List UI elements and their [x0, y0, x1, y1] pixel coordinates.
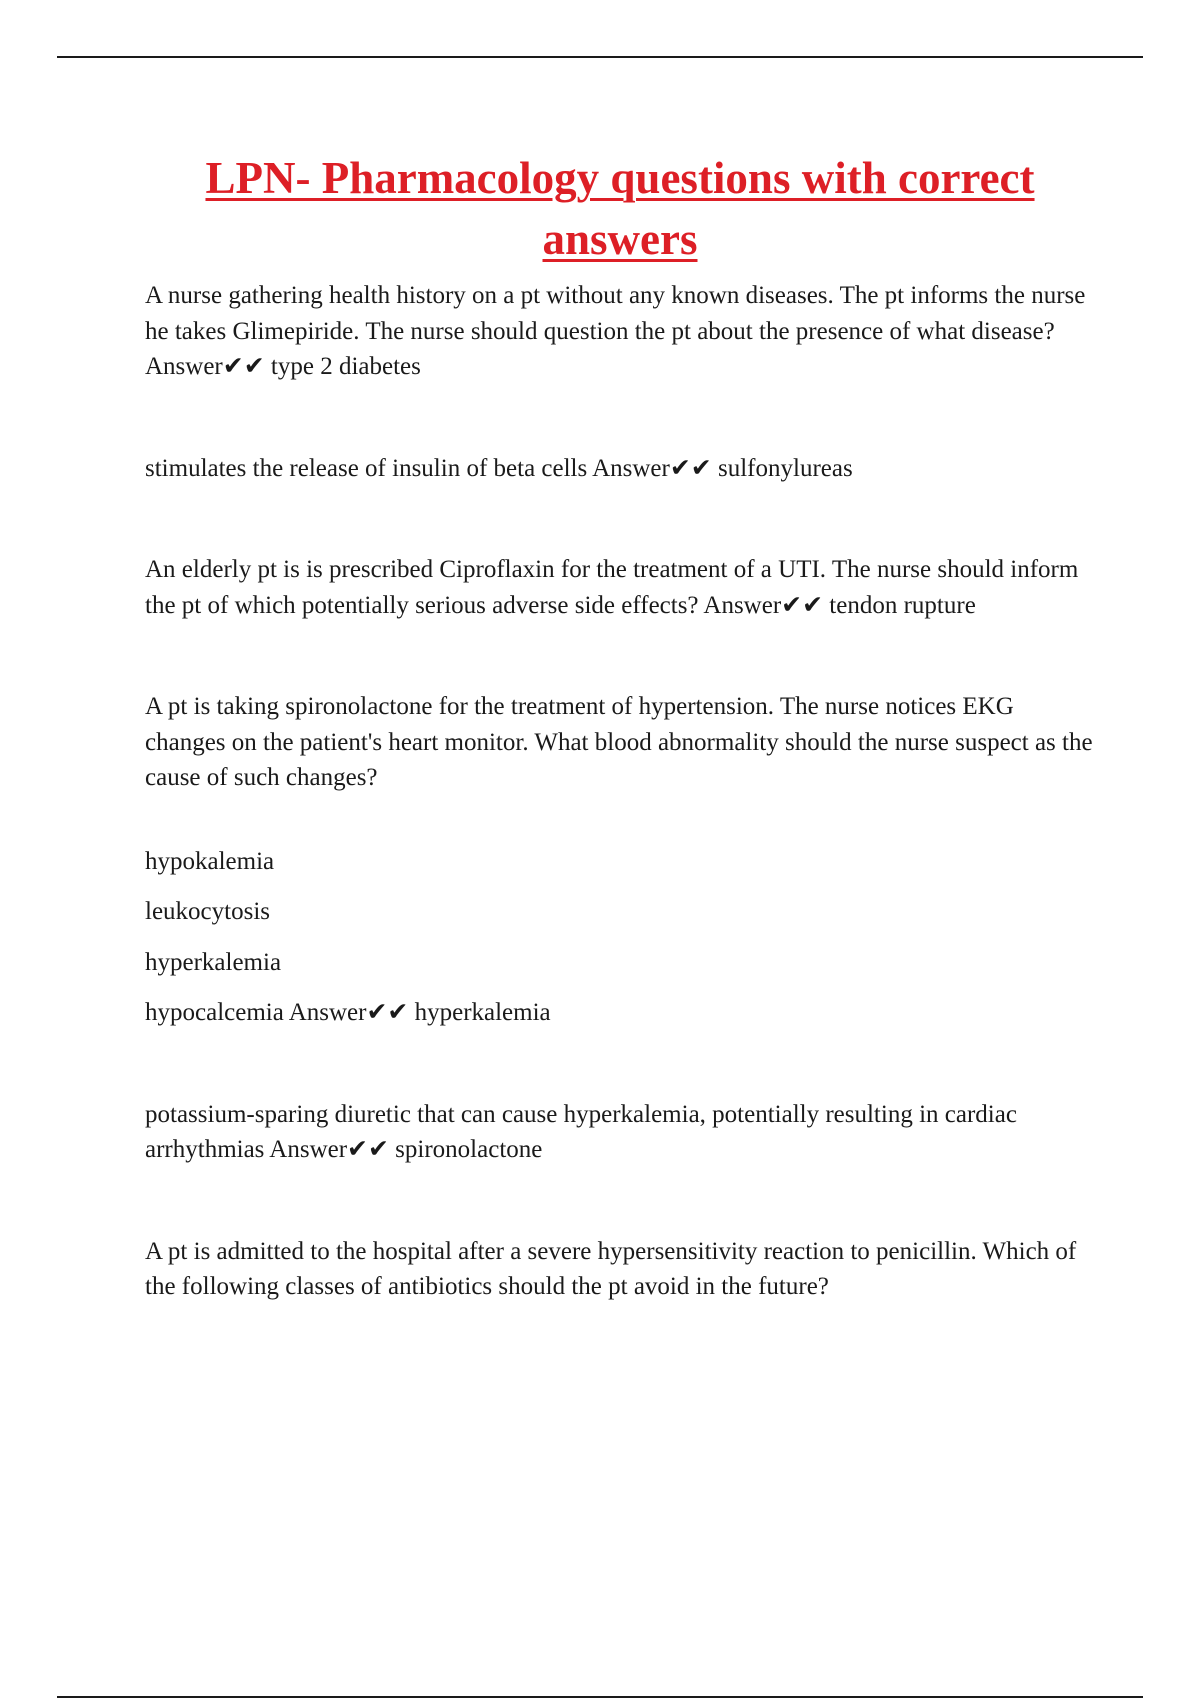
option-item: hyperkalemia [145, 948, 282, 976]
qa-item-3: An elderly pt is is prescribed Ciproflaxin for the treatment of a UTI. The nurse should inform the pt of which potentially serious adverse side effects? Answer✔✔ tendon rupture [145, 556, 1079, 619]
page-title: LPN- Pharmacology questions with correct answers [205, 153, 1035, 264]
qa-item-1: A nurse gathering health history on a pt without any known diseases. The pt informs the nurse he takes Glimepiride. The nurse should question the pt about the presence of what disease? Answer✔✔ type 2 diabetes [145, 282, 1086, 380]
qa-item-2: stimulates the release of insulin of beta cells Answer✔✔ sulfonylureas [145, 454, 853, 482]
qa-item-4: A pt is taking spironolactone for the treatment of hypertension. The nurse notices EKG changes on the patient's heart monitor. What blood abnormality should the nurse suspect as the cause of such changes? [145, 693, 1093, 791]
qa-item-6: A pt is admitted to the hospital after a severe hypersensitivity reaction to penicillin. Which of the following classes of antibiotics should the pt avoid in the future? [145, 1237, 1077, 1300]
answer-options [145, 844, 1095, 1031]
option-item: leukocytosis [145, 898, 270, 925]
option-item: hypokalemia [145, 847, 275, 875]
top-rule [57, 56, 1143, 58]
option-item: hypocalcemia Answer✔✔ hyperkalemia [145, 999, 551, 1026]
bottom-rule [57, 1696, 1143, 1698]
qa-item-5: potassium-sparing diuretic that can cause hyperkalemia, potentially resulting in cardiac arrhythmias Answer✔✔ spironolactone [145, 1100, 1017, 1163]
qa-content [145, 278, 1095, 1305]
